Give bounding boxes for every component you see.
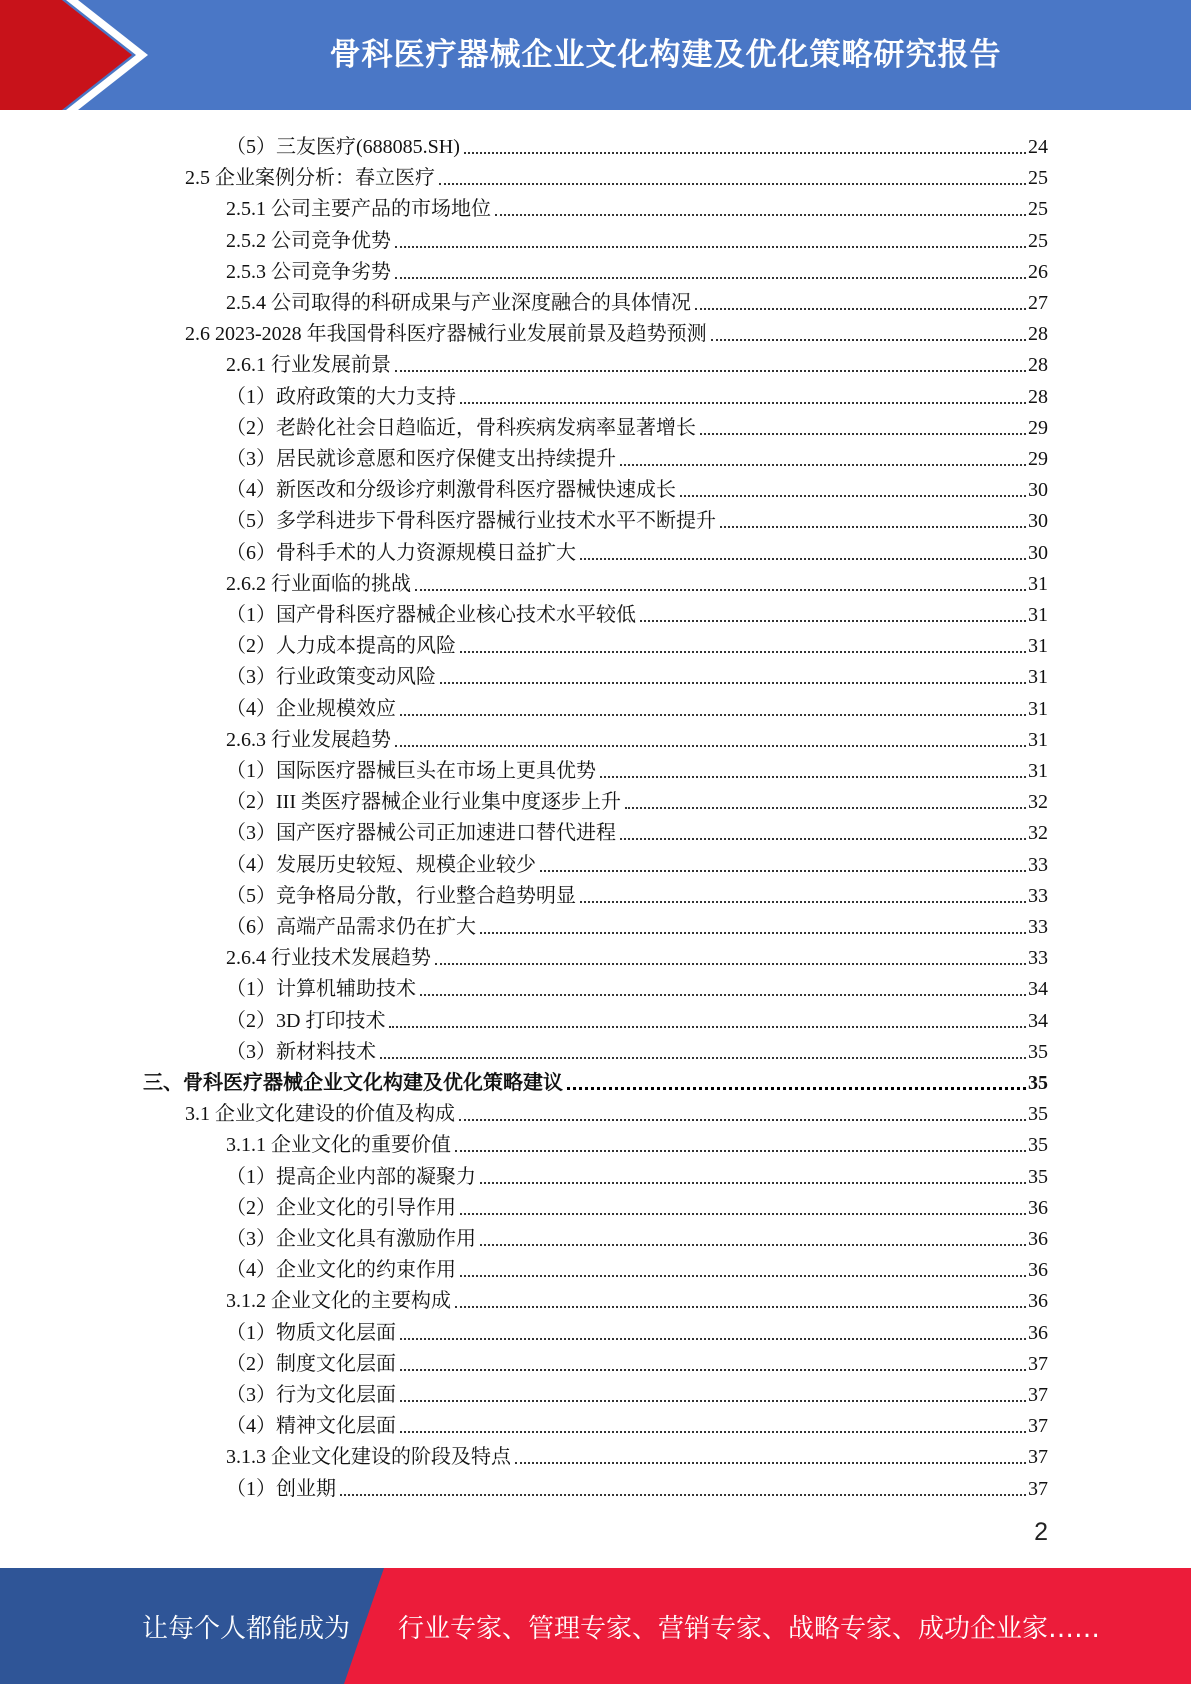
toc-entry[interactable]: [226, 378, 1048, 409]
toc-entry-page: 31: [1028, 604, 1048, 626]
toc-dot-leader: [400, 1414, 1026, 1438]
toc-entry-page: 30: [1028, 510, 1048, 533]
toc-dot-leader: [395, 229, 1026, 253]
toc-entry-title: （6）骨科手术的人力资源规模日益扩大: [226, 541, 576, 564]
toc-entry-title: 2.5.4 公司取得的科研成果与产业深度融合的具体情况: [226, 292, 691, 314]
toc-dot-leader: [340, 1477, 1026, 1501]
toc-entry[interactable]: [226, 970, 1048, 1001]
toc-entry-title: （4）精神文化层面: [226, 1415, 396, 1438]
toc-entry-title: 三、骨科医疗器械企业文化构建及优化策略建议: [143, 1072, 563, 1094]
toc-entry[interactable]: [226, 1438, 1048, 1469]
toc-entry-title: 2.5.3 公司竞争劣势: [226, 260, 391, 283]
toc-entry-title: （2）企业文化的引导作用: [226, 1196, 456, 1219]
toc-entry[interactable]: [226, 596, 1048, 627]
toc-dot-leader: [464, 135, 1026, 159]
toc-dot-leader: [395, 353, 1026, 377]
toc-dot-leader: [420, 977, 1026, 1001]
toc-dot-leader: [460, 385, 1026, 409]
toc-entry-title: 2.6.3 行业发展趋势: [226, 728, 391, 751]
toc-entry-title: 2.6.2 行业面临的挑战: [226, 572, 411, 595]
toc-entry[interactable]: [226, 1470, 1048, 1501]
toc-dot-leader: [400, 1321, 1026, 1345]
toc-entry-title: （1）提高企业内部的凝聚力: [226, 1165, 476, 1188]
toc-entry-page: 36: [1028, 1196, 1048, 1219]
toc-entry[interactable]: [226, 1158, 1048, 1189]
toc-entry[interactable]: [226, 1002, 1048, 1033]
toc-entry[interactable]: [226, 939, 1048, 970]
toc-dot-leader: [389, 1009, 1026, 1033]
toc-entry[interactable]: [226, 721, 1048, 752]
toc-entry[interactable]: [226, 877, 1048, 908]
toc-dot-leader: [495, 197, 1026, 221]
toc-entry-page: 36: [1028, 1290, 1048, 1313]
toc-entry-title: 3.1.2 企业文化的主要构成: [226, 1290, 451, 1313]
toc-entry-title: 2.6.4 行业技术发展趋势: [226, 947, 431, 970]
page-number: 2: [1034, 1518, 1048, 1546]
toc-entry[interactable]: [226, 346, 1048, 377]
toc-dot-leader: [625, 790, 1026, 814]
toc-entry[interactable]: [226, 284, 1048, 315]
toc-entry-title: （2）老龄化社会日趋临近，骨科疾病发病率显著增长: [226, 416, 696, 439]
toc-entry-title: 3.1.3 企业文化建设的阶段及特点: [226, 1446, 511, 1469]
toc-entry-title: （4）企业文化的约束作用: [226, 1259, 456, 1282]
toc-entry-page: 25: [1028, 229, 1048, 252]
toc-entry-page: 33: [1028, 853, 1048, 876]
toc-entry-page: 34: [1028, 1009, 1048, 1032]
toc-dot-leader: [380, 1040, 1026, 1064]
toc-entry[interactable]: [226, 534, 1048, 565]
toc-entry-title: （5）三友医疗(688085.SH): [226, 136, 460, 158]
toc-dot-leader: [400, 697, 1026, 721]
toc-entry-title: 2.6 2023-2028 年我国骨科医疗器械行业发展前景及趋势预测: [185, 323, 707, 346]
toc-dot-leader: [600, 759, 1026, 783]
toc-dot-leader: [680, 478, 1026, 502]
toc-dot-leader: [711, 322, 1026, 346]
toc-dot-leader: [580, 884, 1026, 908]
toc-entry[interactable]: [226, 1282, 1048, 1313]
toc-entry-title: （4）发展历史较短、规模企业较少: [226, 853, 536, 876]
toc-dot-leader: [395, 260, 1026, 284]
toc-entry-page: 27: [1028, 292, 1048, 314]
toc-entry[interactable]: [185, 1095, 1048, 1126]
toc-dot-leader: [720, 509, 1026, 533]
toc-entry[interactable]: [226, 783, 1048, 814]
page-footer: [0, 1568, 1191, 1684]
toc-entry-page: 28: [1028, 323, 1048, 346]
toc-entry-page: 24: [1028, 136, 1048, 158]
toc-entry[interactable]: [226, 1314, 1048, 1345]
toc-entry-title: 2.5.2 公司竞争优势: [226, 229, 391, 252]
toc-entry-title: （1）国际医疗器械巨头在市场上更具优势: [226, 760, 596, 782]
toc-dot-leader: [480, 1227, 1026, 1251]
toc-dot-leader: [460, 1196, 1026, 1220]
toc-entry-title: 2.5 企业案例分析：春立医疗: [185, 167, 435, 190]
toc-entry-title: （5）竞争格局分散，行业整合趋势明显: [226, 884, 576, 907]
toc-entry-title: （2）III 类医疗器械企业行业集中度逐步上升: [226, 791, 621, 814]
toc-entry[interactable]: [226, 471, 1048, 502]
toc-entry-page: 25: [1028, 198, 1048, 221]
toc-entry-title: （2）3D 打印技术: [226, 1009, 386, 1032]
toc-dot-leader: [540, 853, 1026, 877]
toc-entry-title: （1）物质文化层面: [226, 1321, 396, 1344]
toc-entry-page: 35: [1028, 1103, 1048, 1126]
toc-entry[interactable]: [226, 440, 1048, 471]
toc-entry[interactable]: [185, 159, 1048, 190]
toc-entry-title: 2.5.1 公司主要产品的市场地位: [226, 198, 491, 221]
toc-dot-leader: [480, 915, 1026, 939]
toc-dot-leader: [515, 1445, 1026, 1469]
toc-entry-title: （3）国产医疗器械公司正加速进口替代进程: [226, 822, 616, 845]
toc-entry-page: 34: [1028, 978, 1048, 1001]
toc-dot-leader: [440, 665, 1026, 689]
toc-entry[interactable]: [226, 1345, 1048, 1376]
toc-entry[interactable]: [226, 1033, 1048, 1064]
toc-entry[interactable]: [226, 752, 1048, 783]
toc-entry-page: 37: [1028, 1446, 1048, 1469]
toc-entry-page: 35: [1028, 1165, 1048, 1188]
toc-dot-leader: [400, 1352, 1026, 1376]
toc-entry[interactable]: [226, 658, 1048, 689]
toc-entry-page: 36: [1028, 1321, 1048, 1344]
toc-entry[interactable]: [226, 253, 1048, 284]
toc-dot-leader: [395, 728, 1026, 752]
toc-entry-page: 26: [1028, 260, 1048, 283]
toc-entry[interactable]: [226, 1189, 1048, 1220]
toc-dot-leader: [439, 166, 1026, 190]
toc-entry-page: 37: [1028, 1384, 1048, 1406]
toc-entry-page: 31: [1028, 635, 1048, 658]
toc-entry-title: 2.6.1 行业发展前景: [226, 354, 391, 377]
toc-entry-title: （1）计算机辅助技术: [226, 978, 416, 1001]
toc-entry-title: （3）新材料技术: [226, 1040, 376, 1063]
toc-dot-leader: [580, 541, 1026, 565]
toc-entry-page: 31: [1028, 666, 1048, 689]
toc-dot-leader: [400, 1383, 1026, 1407]
toc-dot-leader: [640, 603, 1026, 627]
toc-entry-title: 3.1.1 企业文化的重要价值: [226, 1134, 451, 1157]
toc-entry-page: 32: [1028, 822, 1048, 845]
toc-entry[interactable]: [226, 222, 1048, 253]
toc-entry-page: 36: [1028, 1228, 1048, 1250]
toc-entry-title: （2）制度文化层面: [226, 1352, 396, 1375]
toc-entry[interactable]: [226, 1220, 1048, 1251]
toc-entry[interactable]: [226, 502, 1048, 533]
toc-entry[interactable]: [185, 315, 1048, 346]
toc-entry-title: （3）企业文化具有激励作用: [226, 1228, 476, 1250]
toc-dot-leader: [455, 1289, 1026, 1313]
page-header: [0, 0, 1191, 110]
toc-entry-page: 28: [1028, 354, 1048, 377]
toc-entry-page: 25: [1028, 167, 1048, 190]
toc-entry[interactable]: [226, 1376, 1048, 1407]
footer-slogan-left: 让每个人都能成为: [142, 1613, 351, 1644]
toc-entry[interactable]: [226, 846, 1048, 877]
toc-entry[interactable]: [143, 1064, 1048, 1095]
toc-entry[interactable]: [226, 814, 1048, 845]
toc-entry-title: （4）新医改和分级诊疗刺激骨科医疗器械快速成长: [226, 479, 676, 502]
toc-entry-title: 3.1 企业文化建设的价值及构成: [185, 1103, 455, 1126]
toc-entry-title: （4）企业规模效应: [226, 697, 396, 720]
toc-entry-page: 30: [1028, 541, 1048, 564]
toc-dot-leader: [620, 821, 1026, 845]
toc-entry-page: 32: [1028, 791, 1048, 814]
toc-entry-title: （1）政府政策的大力支持: [226, 385, 456, 408]
toc-entry-title: （6）高端产品需求仍在扩大: [226, 916, 476, 938]
toc-entry-title: （5）多学科进步下骨科医疗器械行业技术水平不断提升: [226, 510, 716, 533]
toc-entry-page: 31: [1028, 572, 1048, 595]
toc-entry-page: 33: [1028, 947, 1048, 970]
toc-entry-page: 36: [1028, 1259, 1048, 1282]
toc-entry-page: 35: [1028, 1134, 1048, 1157]
toc-dot-leader: [460, 1258, 1026, 1282]
footer-slogan-right: 行业专家、管理专家、营销专家、战略专家、成功企业家……: [398, 1613, 1101, 1644]
toc-entry-title: （3）行为文化层面: [226, 1384, 396, 1406]
toc-entry[interactable]: [226, 565, 1048, 596]
toc-entry[interactable]: [226, 908, 1048, 939]
toc-entry-page: 35: [1028, 1072, 1048, 1094]
toc-entry-page: 31: [1028, 760, 1048, 782]
toc-entry-page: 29: [1028, 448, 1048, 470]
toc-entry[interactable]: [226, 627, 1048, 658]
toc-entry-page: 35: [1028, 1040, 1048, 1063]
report-title: 骨科医疗器械企业文化构建及优化策略研究报告: [329, 36, 1002, 73]
toc-entry-page: 37: [1028, 1415, 1048, 1438]
toc-entry-title: （1）国产骨科医疗器械企业核心技术水平较低: [226, 604, 636, 626]
toc-entry[interactable]: [226, 1407, 1048, 1438]
toc-entry[interactable]: [226, 690, 1048, 721]
toc-dot-leader: [567, 1071, 1026, 1095]
toc-entry-page: 29: [1028, 416, 1048, 439]
toc-entry[interactable]: [226, 1251, 1048, 1282]
toc-dot-leader: [459, 1102, 1026, 1126]
toc-entry-page: 37: [1028, 1352, 1048, 1375]
toc-entry-page: 30: [1028, 479, 1048, 502]
toc-entry-page: 31: [1028, 697, 1048, 720]
toc-entry-title: （1）创业期: [226, 1477, 336, 1500]
toc-entry[interactable]: [226, 190, 1048, 221]
toc-entry-page: 33: [1028, 884, 1048, 907]
toc-entry[interactable]: [226, 1126, 1048, 1157]
header-chevron-icon: [0, 0, 160, 110]
toc-dot-leader: [435, 946, 1026, 970]
toc-entry-title: （2）人力成本提高的风险: [226, 635, 456, 658]
toc-entry-page: 37: [1028, 1477, 1048, 1500]
toc-entry-title: （3）居民就诊意愿和医疗保健支出持续提升: [226, 448, 616, 470]
toc-dot-leader: [460, 634, 1026, 658]
toc-dot-leader: [415, 572, 1026, 596]
toc-entry[interactable]: [226, 409, 1048, 440]
toc-dot-leader: [695, 291, 1026, 315]
toc-entry-page: 28: [1028, 385, 1048, 408]
toc-entry-title: （3）行业政策变动风险: [226, 666, 436, 689]
toc-dot-leader: [480, 1165, 1026, 1189]
toc-dot-leader: [455, 1133, 1026, 1157]
toc-dot-leader: [620, 447, 1026, 471]
toc-dot-leader: [700, 416, 1026, 440]
toc-entry[interactable]: [226, 128, 1048, 159]
toc-entry-page: 33: [1028, 916, 1048, 938]
toc-entry-page: 31: [1028, 728, 1048, 751]
